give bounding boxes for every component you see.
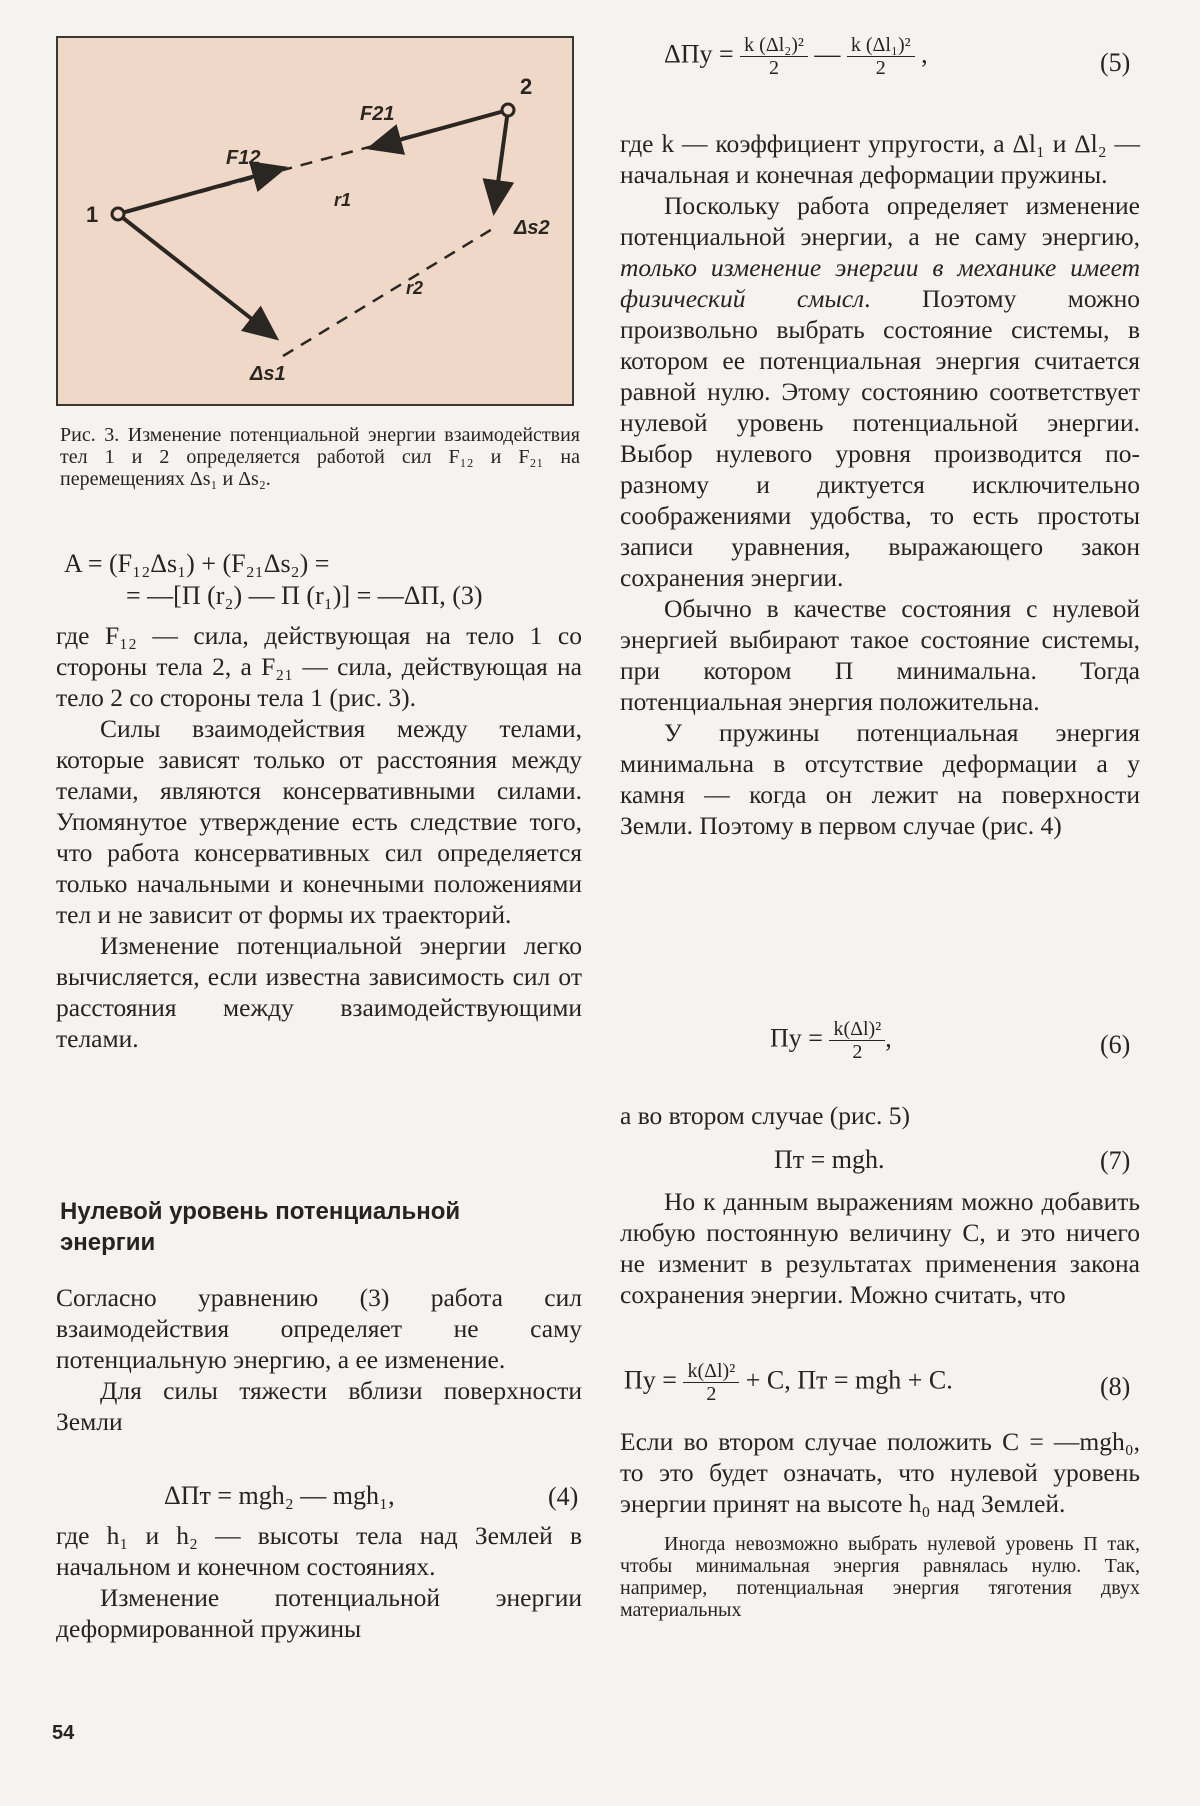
right-column-text-2 [620, 1100, 1140, 1131]
eq5-num1: k (Δl₂)² [740, 34, 808, 57]
eq8-lhs: Пу = [624, 1365, 677, 1395]
eq5-den1: 2 [769, 57, 780, 79]
equation-7-number: (7) [1100, 1146, 1131, 1175]
r2-line [283, 228, 494, 356]
right-column-text-4 [620, 1426, 1140, 1621]
equation-3-line1: A = (F₁₂Δs₁) + (F₂₁Δs₂) = [64, 549, 330, 578]
paragraph: где F₁₂ — сила, действующая на тело 1 со стороны тела 2, а F₂₁ — сила, действующая на тело 2 со стороны тела 1 (рис. 3). [56, 621, 582, 712]
equation-4-number: (4) [548, 1482, 579, 1511]
paragraph: Если во втором случае положить C = —mgh₀, то это будет означать, что нулевой уровень энергии принят на высоте h₀ над Землей. [620, 1427, 1140, 1518]
left-column-text-2 [56, 1282, 582, 1437]
body-1-point [112, 208, 124, 220]
eq5-frac1 [740, 34, 808, 79]
figure-caption: Рис. 3. Изменение потенциальной энергии взаимодействия тел 1 и 2 определяется работой сил F₁₂ и F₂₁ на перемещениях Δs₁ и Δs₂. [60, 424, 580, 490]
label-2: 2 [520, 74, 533, 99]
text-run: Поскольку работа определяет изменение потенциальной энергии, а не саму энергию, [620, 191, 1140, 251]
label-r1: r1 [334, 190, 352, 210]
text-run: . Поэтому можно произвольно выбрать состояние системы, в котором ее потенциальная энергия считается равной нулю. Этому состоянию соответствует нулевой уровень потенциальной энергии. Выбор нулевого уровня производится по-разному и диктуется исключительно соображениями удобства, то есть простоты записи уравнения, выражающего закон сохранения энергии. [620, 284, 1140, 592]
equation-4: ΔПт = mgh₂ — mgh₁, [164, 1481, 395, 1510]
label-F12: F12 [226, 147, 261, 169]
equation-3-line2: = —[П (r₂) — П (r₁)] = —ΔП, (3) [126, 581, 483, 610]
paragraph-energy [620, 190, 1140, 593]
body-2-point [502, 104, 514, 116]
eq6-frac [829, 1018, 885, 1063]
force-diagram [58, 38, 572, 404]
equation-8 [624, 1360, 953, 1405]
paragraph: Изменение потенциальной энергии деформированной пружины [56, 1583, 582, 1643]
eq5-num2: k (Δl₁)² [847, 34, 915, 57]
italic-text: только изменение энергии в механике имеет физический смысл [620, 253, 1140, 313]
eq8-num: k(Δl)² [683, 1360, 739, 1383]
page-number: 54 [52, 1722, 75, 1744]
paragraph: Обычно в качестве состояния с нулевой энергией выбирают такое состояние системы, при котором П минимальна. Тогда потенциальная энергия положительна. [620, 594, 1140, 716]
left-column-text-3 [56, 1520, 582, 1644]
label-r2: r2 [406, 278, 424, 298]
equation-5-number: (5) [1100, 48, 1131, 77]
label-ds1: Δs1 [250, 363, 286, 385]
left-column-text-1 [56, 620, 582, 1054]
figure-3 [56, 36, 574, 406]
small-paragraph: Иногда невозможно выбрать нулевой уровень П так, чтобы минимальная энергия равнялась нулю. Так, например, потенциальная энергия тяготения двух материальных [620, 1533, 1140, 1621]
section-heading: Нулевой уровень потенциальной энергии [60, 1198, 461, 1256]
equation-5: ΔПу = $\frac{\text{k (Δl₂)²}}{2}$ — $\frac{\text{k (Δl₁)²}}{2}$ , [664, 34, 928, 79]
eq8-den: 2 [706, 1383, 717, 1405]
F12-arrow [118, 168, 284, 214]
paragraph: Но к данным выражениям можно добавить любую постоянную величину C, и это ничего не изменит в результатах применения закона сохранения энергии. Можно считать, что [620, 1187, 1140, 1309]
right-column-text-1 [620, 128, 1140, 841]
eq6-den: 2 [852, 1041, 863, 1063]
paragraph: где k — коэффициент упругости, а Δl₁ и Δl₂ — начальная и конечная деформации пружины. [620, 129, 1140, 189]
eq8-frac [683, 1360, 739, 1405]
paragraph: где h₁ и h₂ — высоты тела над Землей в начальном и конечном состояниях. [56, 1521, 582, 1581]
label-ds2: Δs2 [514, 217, 550, 239]
ds1-arrow [118, 214, 276, 338]
eq6-num: k(Δl)² [829, 1018, 885, 1041]
paragraph: Согласно уравнению (3) работа сил взаимодействия определяет не саму потенциальную энергию, а ее изменение. [56, 1283, 582, 1374]
paragraph: Изменение потенциальной энергии легко вычисляется, если известна зависимость сил от расстояния между взаимодействующими телами. [56, 931, 582, 1053]
equation-6: Пу = $\frac{\text{k(Δl)²}}{2}$ , [770, 1018, 892, 1063]
right-column-text-3 [620, 1186, 1140, 1310]
ds2-arrow [494, 110, 508, 212]
label-F21: F21 [360, 103, 395, 125]
eq5-frac2 [847, 34, 915, 79]
paragraph: Силы взаимодействия между телами, которые зависят только от расстояния между телами, являются консервативными силами. Упомянутое утверждение есть следствие того, что работа консервативных сил определяется только начальными и конечными положениями тел и не зависит от формы их траекторий. [56, 714, 582, 929]
eq8-rhs: + C, Пт = mgh + C. [745, 1365, 953, 1395]
label-1: 1 [86, 202, 99, 227]
equation-7: Пт = mgh. [774, 1145, 885, 1174]
eq6-lhs: Пу = [770, 1023, 823, 1053]
eq5-den2: 2 [875, 57, 886, 79]
paragraph: Для силы тяжести вблизи поверхности Земли [56, 1376, 582, 1436]
paragraph: У пружины потенциальная энергия минимальна в отсутствие деформации а у камня — когда он лежит на поверхности Земли. Поэтому в первом случае (рис. 4) [620, 718, 1140, 840]
equation-8-number: (8) [1100, 1372, 1131, 1401]
paragraph: а во втором случае (рис. 5) [620, 1101, 911, 1130]
equation-6-number: (6) [1100, 1030, 1131, 1059]
eq5-lhs: ΔПу = [664, 39, 734, 69]
